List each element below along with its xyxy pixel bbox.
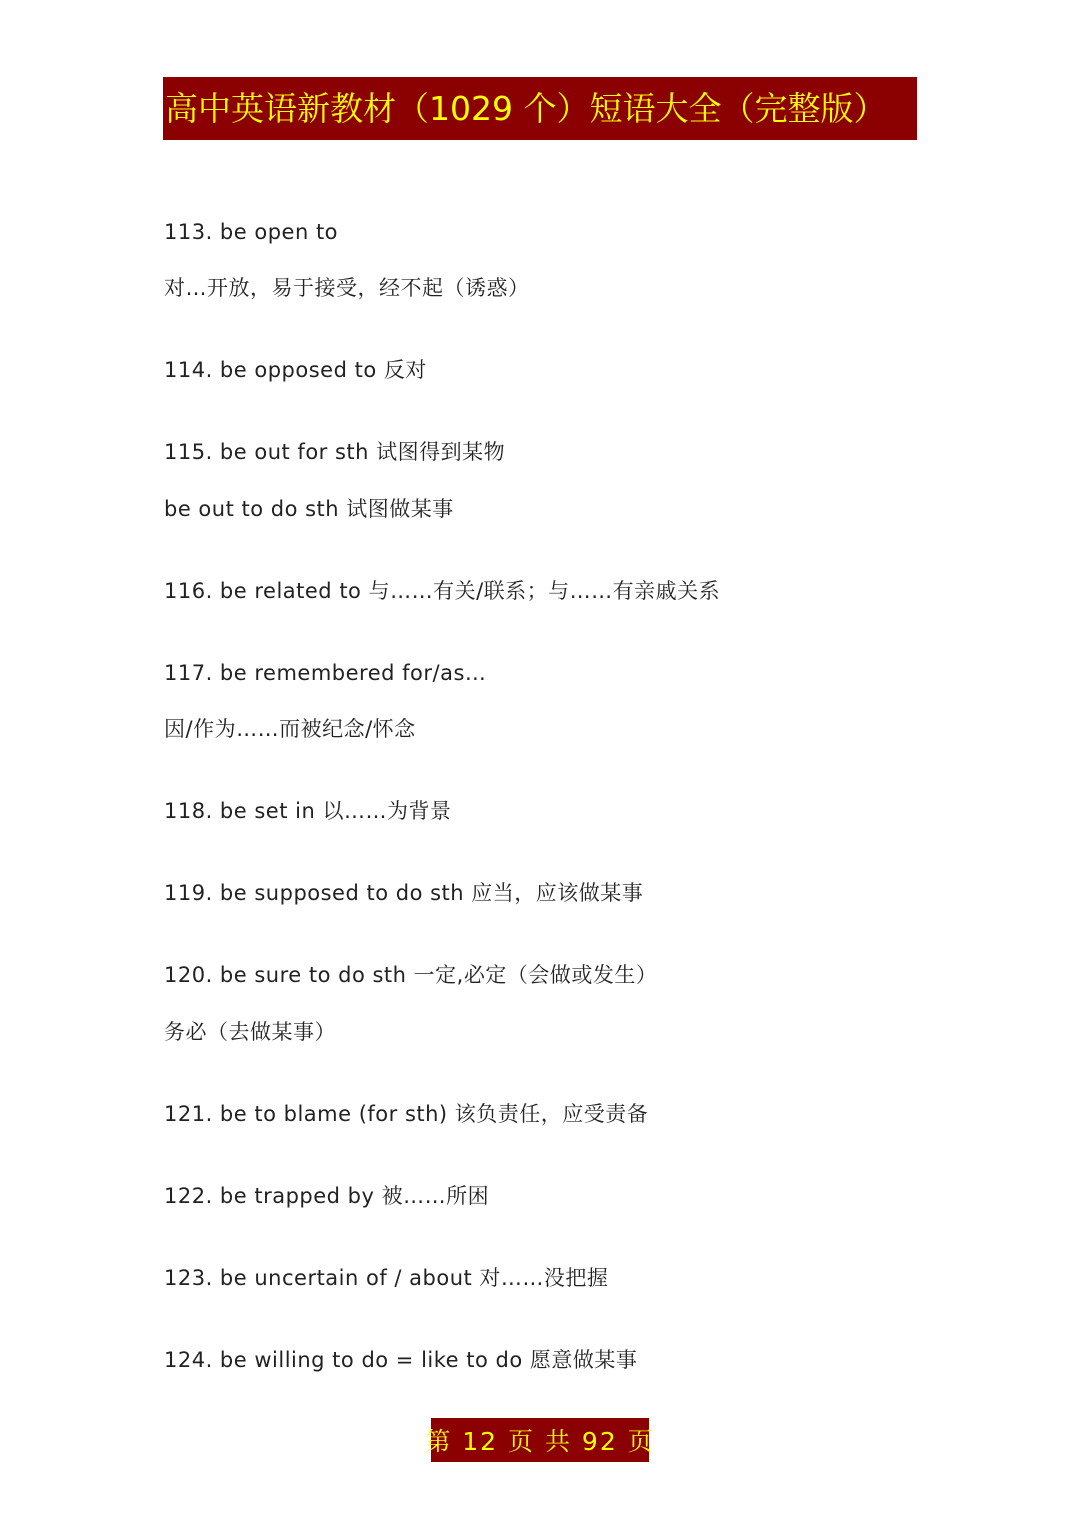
meaning-line: 因/作为……而被纪念/怀念	[164, 717, 416, 741]
phrase-line: 114. be opposed to 反对	[164, 358, 427, 382]
phrase-line: 119. be supposed to do sth 应当，应该做某事	[164, 881, 644, 905]
meaning-line: 对…开放，易于接受，经不起（诱惑）	[164, 276, 530, 300]
phrase-line: 122. be trapped by 被……所困	[164, 1184, 490, 1208]
phrase-line: 123. be uncertain of / about 对……没把握	[164, 1266, 609, 1290]
phrase-line: 124. be willing to do = like to do 愿意做某事	[164, 1348, 638, 1372]
title-banner	[163, 77, 917, 140]
document-title: 高中英语新教材（1029 个）短语大全（完整版）	[165, 89, 887, 128]
phrase-line: 115. be out for sth 试图得到某物	[164, 440, 506, 464]
phrase-line: be out to do sth 试图做某事	[164, 497, 454, 521]
phrase-line: 121. be to blame (for sth) 该负责任，应受责备	[164, 1102, 649, 1126]
phrase-line: 118. be set in 以……为背景	[164, 799, 452, 823]
phrase-line: 117. be remembered for/as…	[164, 661, 487, 685]
phrase-line: 116. be related to 与……有关/联系；与……有亲戚关系	[164, 579, 721, 603]
page-footer	[425, 1418, 655, 1462]
phrase-line: 120. be sure to do sth 一定,必定（会做或发生）	[164, 963, 658, 987]
meaning-line: 务必（去做某事）	[164, 1020, 336, 1044]
page-number-label: 第 12 页 共 92 页	[425, 1427, 655, 1456]
phrase-line: 113. be open to	[164, 220, 339, 244]
